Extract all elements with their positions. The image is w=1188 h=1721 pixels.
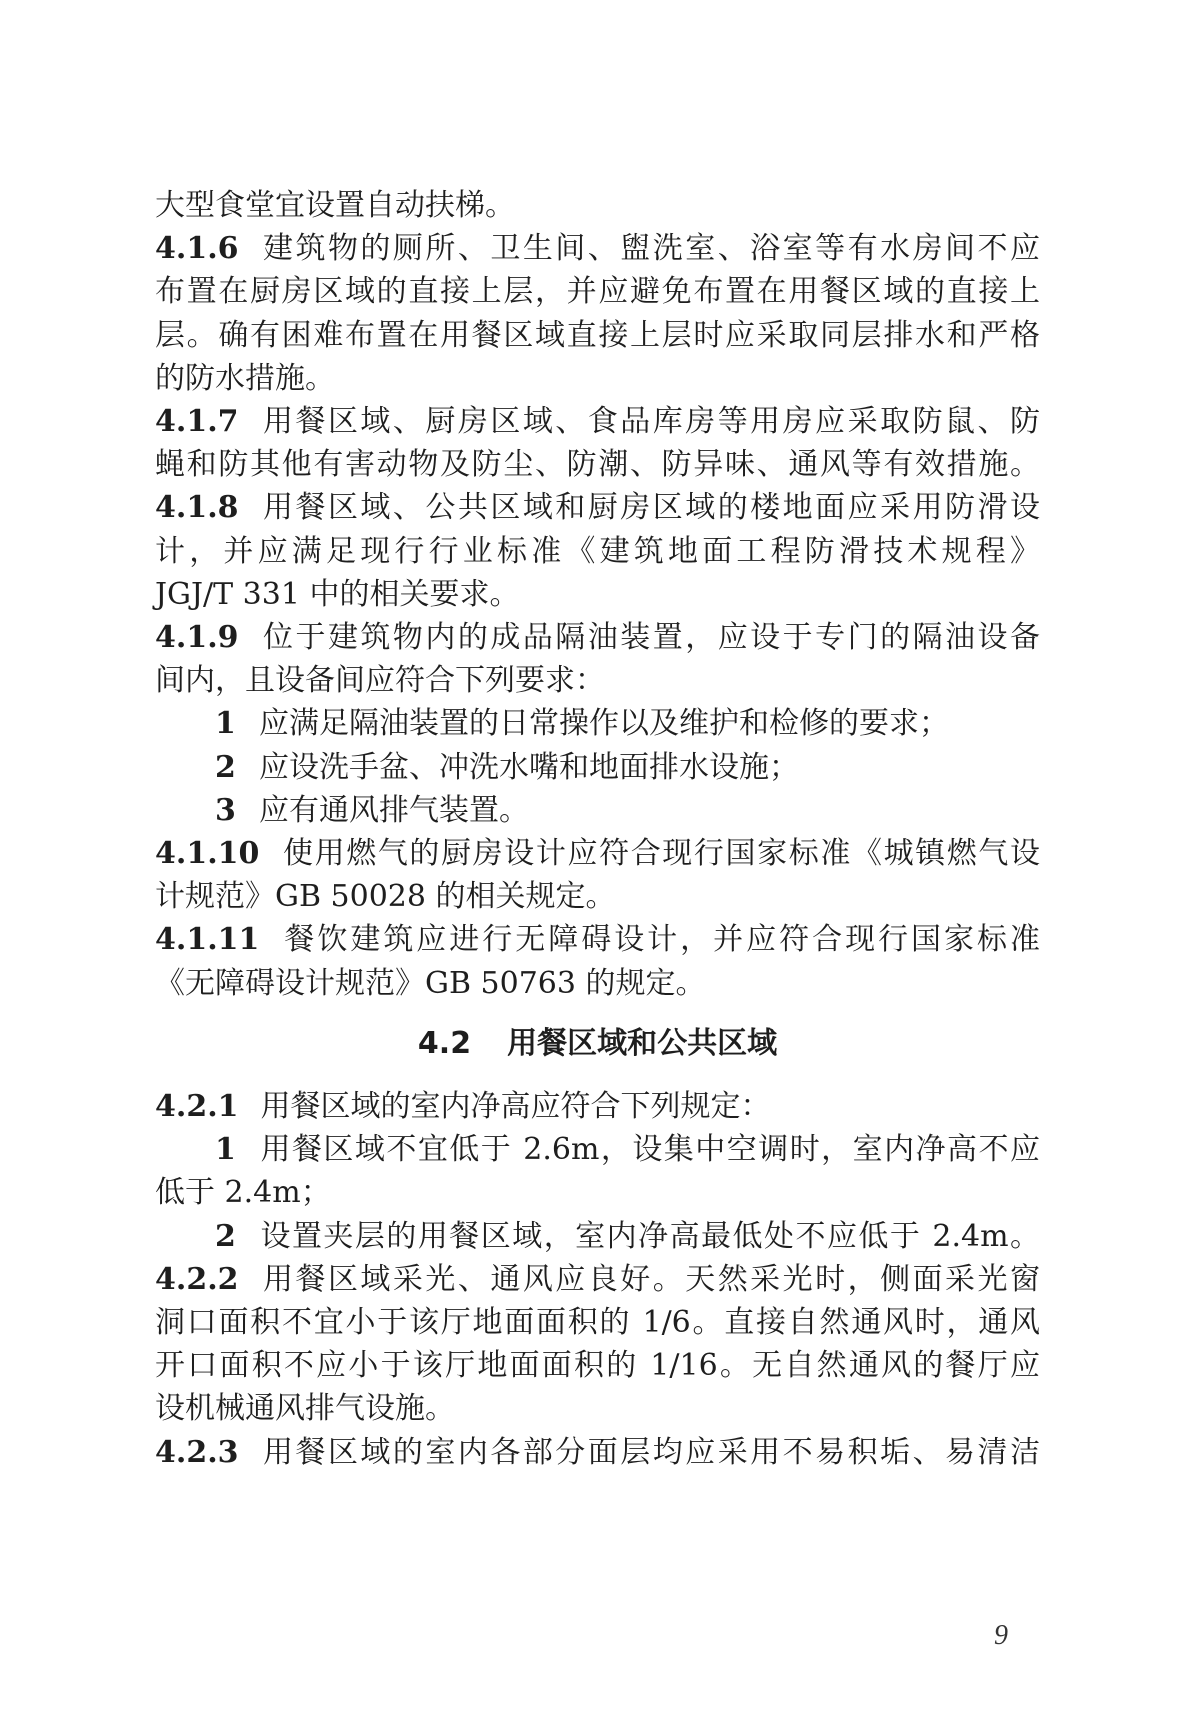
- clause-line: [155, 1429, 1040, 1476]
- page-number: 9: [994, 1620, 1008, 1651]
- line-text: 蝇和防其他有害动物及防尘、防潮、防异味、通风等有效措施。: [155, 447, 1040, 483]
- list-item-line: [215, 1213, 1040, 1260]
- section-heading: [155, 1020, 1040, 1067]
- line-text: 《无障碍设计规范》GB 50763 的规定。: [155, 965, 706, 1001]
- section-number: 4.2: [417, 1025, 472, 1061]
- line-text: 餐饮建筑应进行无障碍设计，并应符合现行国家标准: [281, 922, 1040, 958]
- line-text: 用餐区域、公共区域和厨房区域的楼地面应采用防滑设: [260, 490, 1040, 526]
- line-text: 应有通风排气装置。: [259, 792, 529, 828]
- list-item-number: 2: [215, 1218, 236, 1254]
- clause-line: [155, 916, 1040, 963]
- text-line: [155, 182, 515, 229]
- line-text: 用餐区域、厨房区域、食品库房等用房应采取防鼠、防: [260, 404, 1040, 439]
- line-text: 的防水措施。: [155, 360, 335, 396]
- line-text: 建筑物的厕所、卫生间、盥洗室、浴室等有水房间不应: [260, 231, 1040, 267]
- line-text: 用餐区域采光、通风应良好。天然采光时，侧面采光窗: [260, 1261, 1040, 1297]
- clause-number: 4.1.7: [155, 404, 239, 439]
- line-text: 低于 2.4m；: [155, 1175, 331, 1211]
- text-line: [155, 441, 1040, 488]
- text-line: [155, 268, 1040, 315]
- text-line: [155, 355, 335, 402]
- text-line: [155, 312, 1040, 359]
- list-item-line: [215, 744, 1040, 791]
- clause-line: [155, 398, 1040, 445]
- list-item-line: [215, 700, 1040, 747]
- line-text: 设置夹层的用餐区域，室内净高最低处不应低于 2.4m。: [259, 1218, 1040, 1254]
- clause-number: 4.2.3: [155, 1434, 239, 1470]
- line-text: JGJ/T 331 中的相关要求。: [155, 576, 520, 612]
- text-line: [155, 528, 1040, 575]
- line-text: 应设洗手盆、冲洗水嘴和地面排水设施；: [259, 749, 799, 785]
- clause-number: 4.1.10: [155, 836, 260, 871]
- clause-line: [155, 1083, 771, 1130]
- clause-line: [155, 830, 1040, 877]
- line-text: 用餐区域的室内净高应符合下列规定：: [260, 1089, 771, 1124]
- text-line: [155, 1342, 1040, 1389]
- line-text: 用餐区域不宜低于 2.6m，设集中空调时，室内净高不应: [259, 1132, 1040, 1168]
- clause-line: [155, 1256, 1040, 1303]
- clause-number: 4.1.6: [155, 231, 239, 267]
- line-text: 应满足隔油装置的日常操作以及维护和检修的要求；: [259, 706, 949, 742]
- text-line: [155, 657, 605, 704]
- line-text: 用餐区域的室内各部分面层均应采用不易积垢、易清洁: [260, 1434, 1040, 1470]
- line-text: 开口面积不应小于该厅地面面积的 1/16。无自然通风的餐厅应: [155, 1348, 1040, 1384]
- list-item-line: [215, 1126, 1040, 1173]
- list-item-number: 3: [215, 792, 236, 828]
- clause-line: [155, 614, 1040, 661]
- text-line: [155, 1169, 331, 1216]
- line-text: 洞口面积不宜小于该厅地面面积的 1/6。直接自然通风时，通风: [155, 1305, 1040, 1340]
- section-title: 用餐区域和公共区域: [507, 1025, 778, 1061]
- line-text: 使用燃气的厨房设计应符合现行国家标准《城镇燃气设: [281, 836, 1040, 871]
- clause-line: [155, 225, 1040, 272]
- list-item-number: 2: [215, 749, 236, 785]
- clause-number: 4.1.9: [155, 620, 239, 655]
- line-text: 间内，且设备间应符合下列要求：: [155, 663, 605, 699]
- clause-number: 4.2.2: [155, 1261, 239, 1297]
- line-text: 计规范》GB 50028 的相关规定。: [155, 879, 616, 915]
- list-item-number: 1: [215, 706, 236, 742]
- text-line: [155, 1299, 1040, 1346]
- line-text: 大型食堂宜设置自动扶梯。: [155, 188, 515, 223]
- list-item-line: [215, 787, 1040, 834]
- line-text: 计，并应满足现行行业标准《建筑地面工程防滑技术规程》: [155, 533, 1040, 569]
- line-text: 位于建筑物内的成品隔油装置，应设于专门的隔油设备: [260, 620, 1040, 655]
- line-text: 布置在厨房区域的直接上层，并应避免布置在用餐区域的直接上: [155, 274, 1040, 310]
- clause-line: [155, 484, 1040, 531]
- list-item-number: 1: [215, 1132, 236, 1168]
- text-line: [155, 960, 706, 1007]
- clause-number: 4.1.8: [155, 490, 239, 526]
- line-text: 设机械通风排气设施。: [155, 1391, 455, 1427]
- clause-number: 4.1.11: [155, 922, 260, 958]
- clause-number: 4.2.1: [155, 1089, 239, 1124]
- line-text: 层。确有困难布置在用餐区域直接上层时应采取同层排水和严格: [155, 317, 1040, 353]
- text-line: [155, 571, 519, 618]
- text-line: [155, 873, 616, 920]
- text-line: [155, 1385, 455, 1432]
